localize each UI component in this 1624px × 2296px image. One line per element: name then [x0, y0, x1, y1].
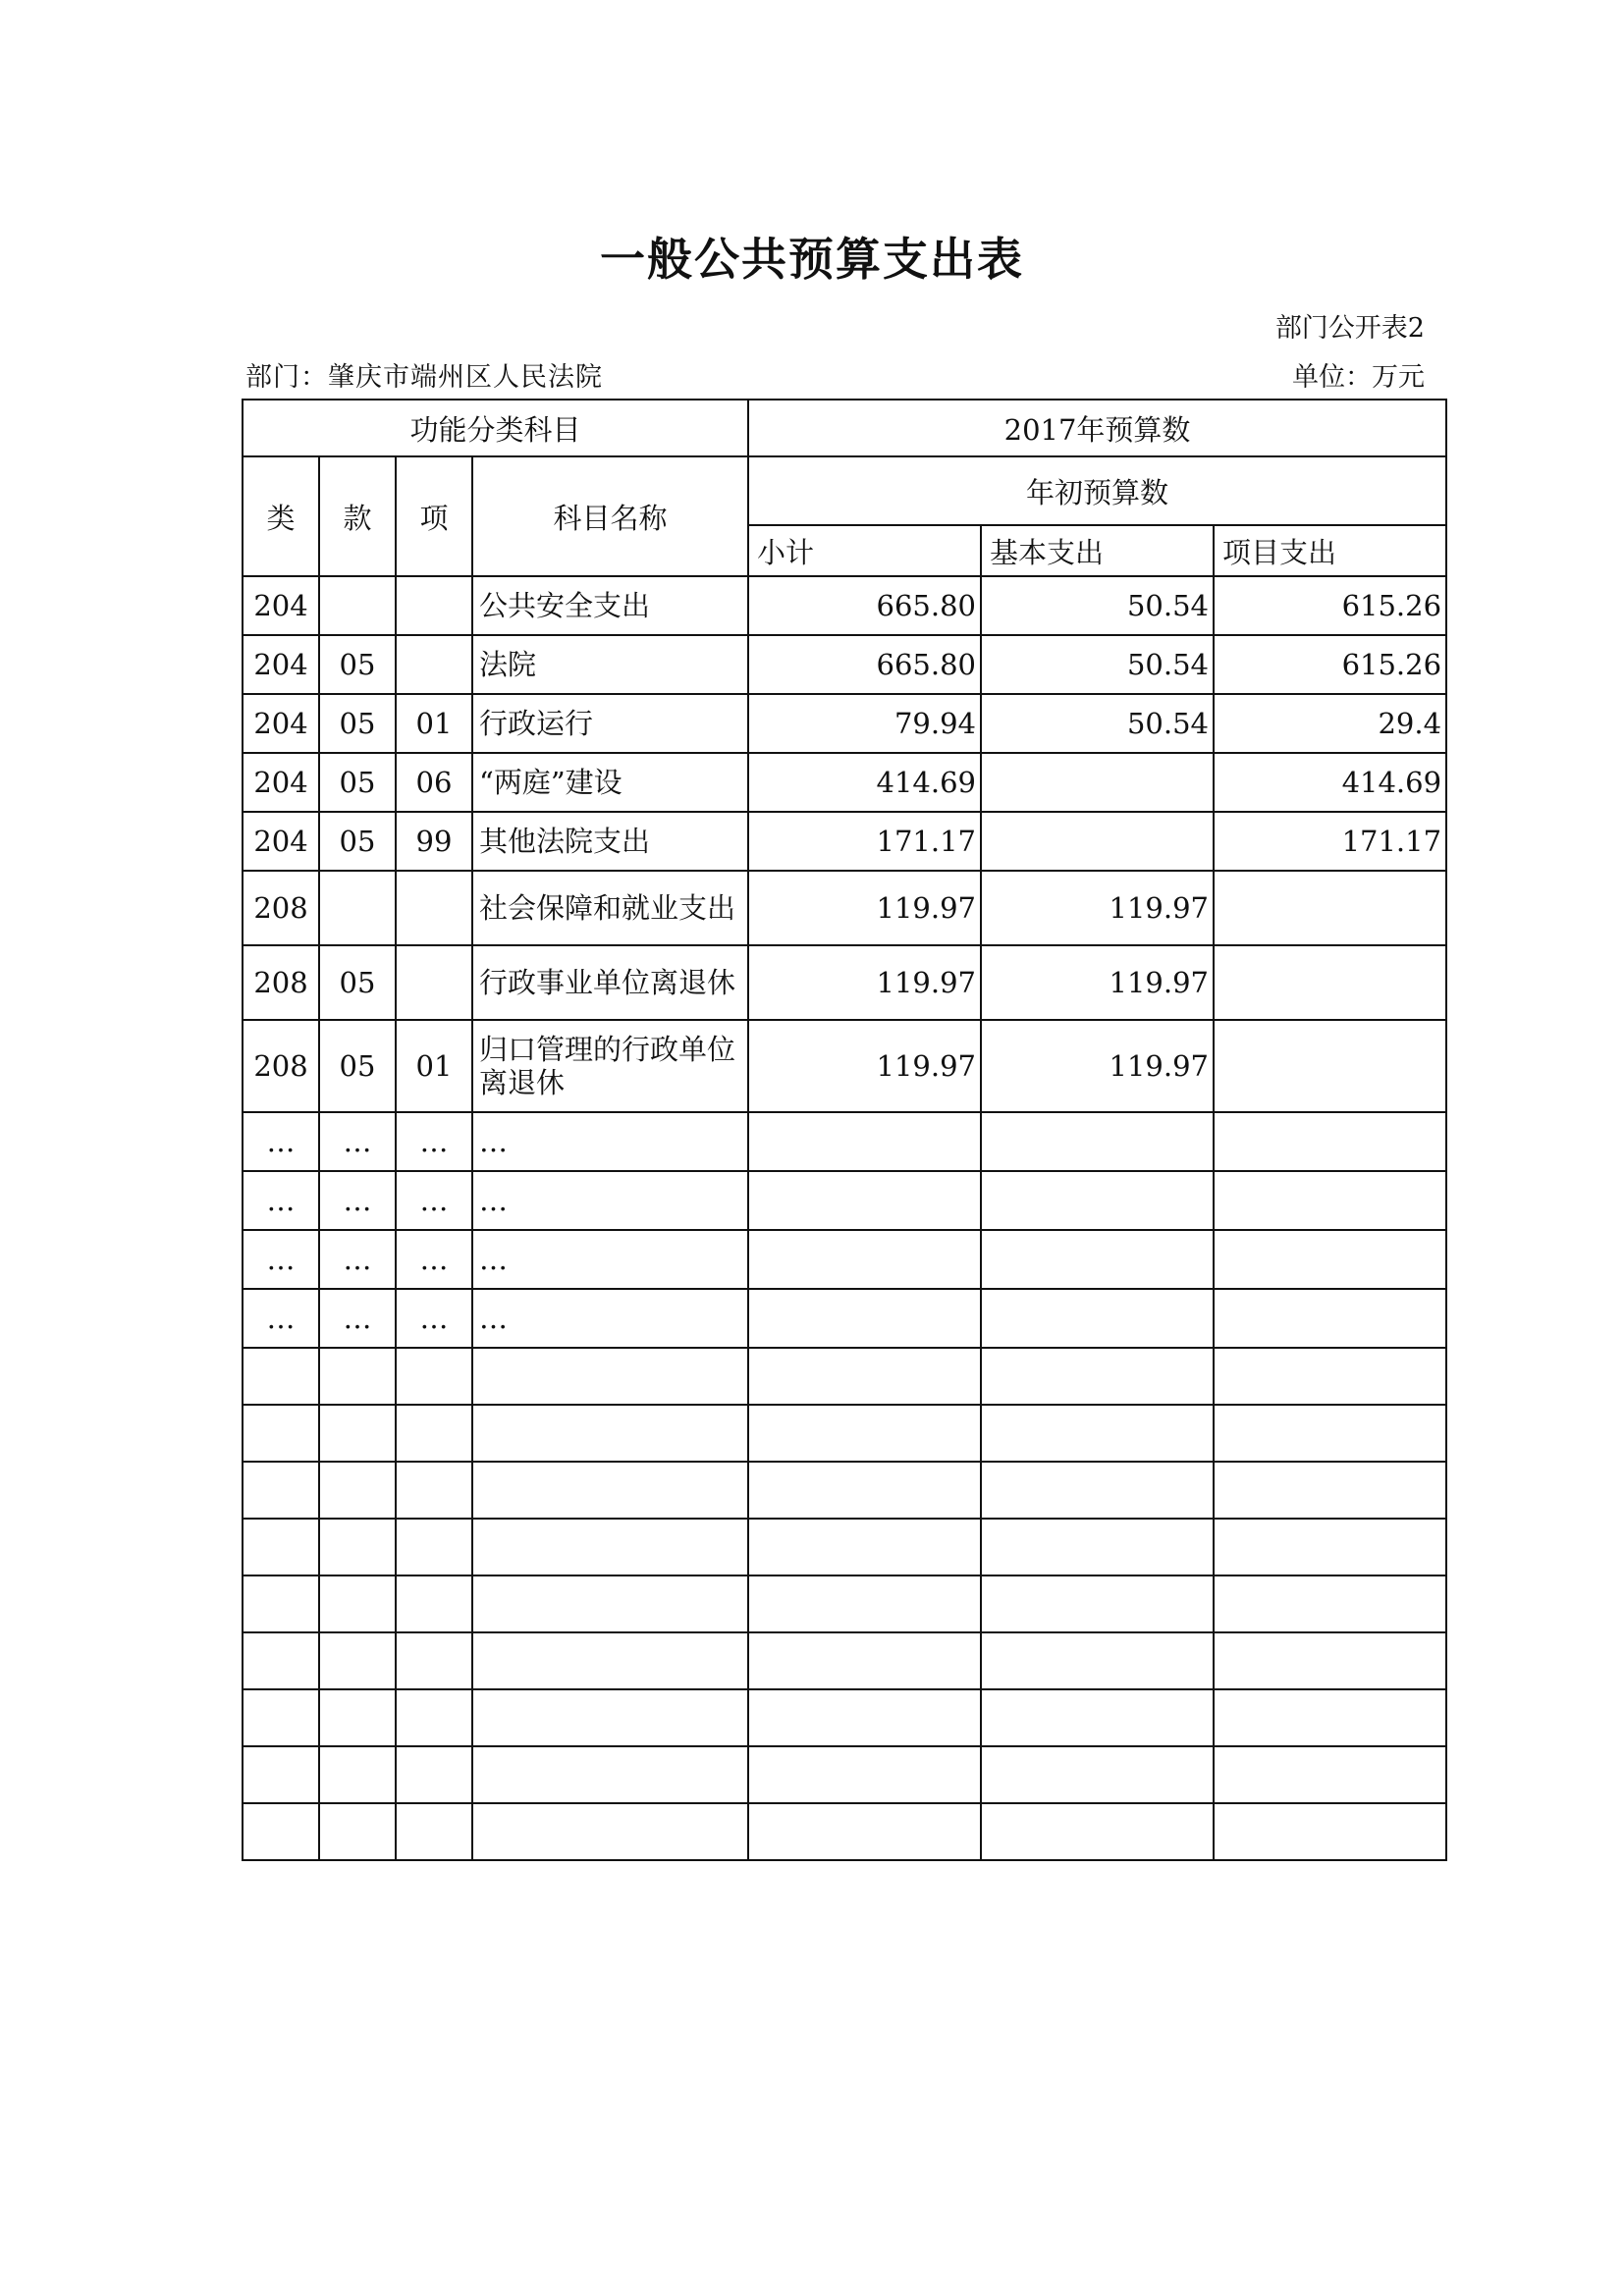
cell-xiang: 06: [396, 753, 472, 812]
cell-xiang: …: [396, 1230, 472, 1289]
table-body: [243, 576, 1446, 1860]
cell-lei: [243, 1803, 319, 1860]
cell-lei: [243, 1348, 319, 1405]
cell-lei: [243, 1519, 319, 1575]
unit-label: 单位：万元: [1292, 362, 1425, 393]
cell-xiang: …: [396, 1171, 472, 1230]
cell-lei: 204: [243, 635, 319, 694]
cell-subject-name: 法院: [472, 635, 748, 694]
cell-subject-name: [472, 1519, 748, 1575]
cell-project: [1214, 1112, 1446, 1171]
cell-subtotal: [748, 1289, 981, 1348]
cell-project: [1214, 871, 1446, 945]
cell-kuan: 05: [319, 753, 396, 812]
cell-project: 414.69: [1214, 753, 1446, 812]
cell-basic: [981, 1803, 1214, 1860]
table-row: [243, 1803, 1446, 1860]
cell-subject-name: “两庭”建设: [472, 753, 748, 812]
header-subtotal: 小计: [748, 525, 981, 576]
cell-subtotal: 171.17: [748, 812, 981, 871]
cell-basic: [981, 1405, 1214, 1462]
table-row: [243, 1575, 1446, 1632]
table-row: [243, 1519, 1446, 1575]
header-project-expenditure: 项目支出: [1214, 525, 1446, 576]
header-subject-name: 科目名称: [472, 456, 748, 576]
header-functional-classification: 功能分类科目: [243, 400, 748, 456]
cell-basic: [981, 812, 1214, 871]
cell-lei: [243, 1462, 319, 1519]
cell-xiang: [396, 1575, 472, 1632]
cell-subtotal: 119.97: [748, 1020, 981, 1112]
cell-xiang: [396, 1348, 472, 1405]
budget-table: [242, 399, 1447, 1861]
header-initial-budget: 年初预算数: [748, 456, 1446, 525]
table-row: [243, 1405, 1446, 1462]
header-row-2: [243, 456, 1446, 525]
table-row: [243, 1289, 1446, 1348]
cell-project: [1214, 1689, 1446, 1746]
cell-basic: 119.97: [981, 945, 1214, 1020]
cell-basic: 119.97: [981, 1020, 1214, 1112]
cell-kuan: [319, 1519, 396, 1575]
cell-subtotal: [748, 1803, 981, 1860]
cell-subject-name: 公共安全支出: [472, 576, 748, 635]
table-row: [243, 871, 1446, 945]
cell-xiang: [396, 1405, 472, 1462]
cell-xiang: [396, 945, 472, 1020]
table-row: [243, 1462, 1446, 1519]
cell-subject-name: [472, 1575, 748, 1632]
cell-xiang: [396, 871, 472, 945]
table-row: [243, 1746, 1446, 1803]
cell-kuan: …: [319, 1112, 396, 1171]
cell-subtotal: [748, 1575, 981, 1632]
cell-subtotal: [748, 1519, 981, 1575]
cell-subject-name: 其他法院支出: [472, 812, 748, 871]
table-row: [243, 945, 1446, 1020]
cell-basic: [981, 1519, 1214, 1575]
form-number: 部门公开表2: [1274, 313, 1425, 344]
cell-project: [1214, 1230, 1446, 1289]
cell-project: [1214, 945, 1446, 1020]
cell-subject-name: [472, 1632, 748, 1689]
cell-subtotal: [748, 1112, 981, 1171]
cell-kuan: [319, 1746, 396, 1803]
cell-project: [1214, 1289, 1446, 1348]
cell-basic: 50.54: [981, 694, 1214, 753]
cell-project: [1214, 1746, 1446, 1803]
cell-subject-name: …: [472, 1171, 748, 1230]
cell-xiang: [396, 1462, 472, 1519]
cell-basic: [981, 1575, 1214, 1632]
cell-kuan: 05: [319, 945, 396, 1020]
header-kuan: 款: [319, 456, 396, 576]
table-row: [243, 576, 1446, 635]
cell-basic: [981, 1112, 1214, 1171]
header-basic-expenditure: 基本支出: [981, 525, 1214, 576]
cell-lei: 204: [243, 812, 319, 871]
cell-subject-name: …: [472, 1230, 748, 1289]
cell-kuan: [319, 1348, 396, 1405]
table-row: [243, 635, 1446, 694]
cell-lei: [243, 1689, 319, 1746]
cell-kuan: 05: [319, 694, 396, 753]
cell-kuan: [319, 1689, 396, 1746]
cell-kuan: 05: [319, 635, 396, 694]
cell-project: [1214, 1171, 1446, 1230]
table-row: [243, 694, 1446, 753]
table-row: [243, 1230, 1446, 1289]
cell-subject-name: [472, 1348, 748, 1405]
cell-xiang: [396, 1803, 472, 1860]
cell-lei: 204: [243, 694, 319, 753]
cell-kuan: …: [319, 1171, 396, 1230]
header-row-1: [243, 400, 1446, 456]
cell-subtotal: [748, 1230, 981, 1289]
cell-lei: 208: [243, 871, 319, 945]
cell-subtotal: [748, 1689, 981, 1746]
cell-project: [1214, 1519, 1446, 1575]
cell-basic: [981, 1348, 1214, 1405]
cell-lei: [243, 1575, 319, 1632]
cell-lei: …: [243, 1289, 319, 1348]
cell-project: 615.26: [1214, 635, 1446, 694]
cell-basic: [981, 1289, 1214, 1348]
cell-subtotal: [748, 1746, 981, 1803]
cell-subtotal: 414.69: [748, 753, 981, 812]
cell-kuan: 05: [319, 1020, 396, 1112]
cell-xiang: 01: [396, 694, 472, 753]
cell-project: [1214, 1632, 1446, 1689]
cell-lei: [243, 1746, 319, 1803]
cell-project: [1214, 1803, 1446, 1860]
cell-project: [1214, 1575, 1446, 1632]
cell-subtotal: 119.97: [748, 945, 981, 1020]
cell-subtotal: 665.80: [748, 635, 981, 694]
cell-subtotal: [748, 1405, 981, 1462]
cell-kuan: [319, 576, 396, 635]
cell-subtotal: 79.94: [748, 694, 981, 753]
cell-subject-name: [472, 1689, 748, 1746]
cell-kuan: [319, 871, 396, 945]
cell-lei: [243, 1632, 319, 1689]
cell-subject-name: 归口管理的行政单位离退休: [472, 1020, 748, 1112]
cell-subtotal: 665.80: [748, 576, 981, 635]
cell-xiang: 01: [396, 1020, 472, 1112]
department-name: 肇庆市端州区人民法院: [328, 362, 603, 393]
cell-project: 171.17: [1214, 812, 1446, 871]
cell-subtotal: [748, 1171, 981, 1230]
cell-kuan: …: [319, 1289, 396, 1348]
cell-subject-name: …: [472, 1289, 748, 1348]
cell-lei: [243, 1405, 319, 1462]
cell-subject-name: 社会保障和就业支出: [472, 871, 748, 945]
cell-lei: 208: [243, 945, 319, 1020]
table-row: [243, 812, 1446, 871]
cell-basic: [981, 753, 1214, 812]
table-row: [243, 753, 1446, 812]
cell-lei: 204: [243, 753, 319, 812]
cell-basic: 50.54: [981, 576, 1214, 635]
cell-xiang: [396, 1689, 472, 1746]
cell-subject-name: [472, 1803, 748, 1860]
cell-lei: 204: [243, 576, 319, 635]
cell-xiang: …: [396, 1112, 472, 1171]
department-line: [245, 355, 603, 394]
cell-xiang: [396, 1632, 472, 1689]
cell-kuan: [319, 1575, 396, 1632]
cell-kuan: 05: [319, 812, 396, 871]
header-2017-budget: 2017年预算数: [748, 400, 1446, 456]
cell-xiang: [396, 576, 472, 635]
cell-subject-name: 行政事业单位离退休: [472, 945, 748, 1020]
cell-project: 615.26: [1214, 576, 1446, 635]
cell-project: [1214, 1020, 1446, 1112]
cell-subject-name: 行政运行: [472, 694, 748, 753]
cell-xiang: [396, 635, 472, 694]
header-xiang: 项: [396, 456, 472, 576]
table-row: [243, 1632, 1446, 1689]
department-label: 部门：: [245, 362, 328, 393]
cell-kuan: [319, 1632, 396, 1689]
cell-subtotal: [748, 1348, 981, 1405]
cell-basic: [981, 1689, 1214, 1746]
header-lei: 类: [243, 456, 319, 576]
cell-subtotal: [748, 1632, 981, 1689]
table-row: [243, 1112, 1446, 1171]
cell-kuan: …: [319, 1230, 396, 1289]
cell-project: [1214, 1348, 1446, 1405]
table-row: [243, 1348, 1446, 1405]
cell-basic: 50.54: [981, 635, 1214, 694]
cell-basic: [981, 1462, 1214, 1519]
cell-kuan: [319, 1462, 396, 1519]
cell-kuan: [319, 1803, 396, 1860]
cell-lei: …: [243, 1112, 319, 1171]
cell-lei: …: [243, 1230, 319, 1289]
cell-project: [1214, 1405, 1446, 1462]
cell-subtotal: 119.97: [748, 871, 981, 945]
cell-subject-name: [472, 1746, 748, 1803]
cell-basic: [981, 1230, 1214, 1289]
cell-basic: 119.97: [981, 871, 1214, 945]
cell-xiang: [396, 1519, 472, 1575]
cell-subject-name: [472, 1462, 748, 1519]
table-row: [243, 1689, 1446, 1746]
cell-basic: [981, 1171, 1214, 1230]
cell-project: [1214, 1462, 1446, 1519]
cell-subject-name: [472, 1405, 748, 1462]
cell-xiang: …: [396, 1289, 472, 1348]
cell-xiang: 99: [396, 812, 472, 871]
table-row: [243, 1020, 1446, 1112]
table-row: [243, 1171, 1446, 1230]
cell-basic: [981, 1632, 1214, 1689]
cell-lei: …: [243, 1171, 319, 1230]
cell-lei: 208: [243, 1020, 319, 1112]
cell-project: 29.4: [1214, 694, 1446, 753]
cell-basic: [981, 1746, 1214, 1803]
cell-subtotal: [748, 1462, 981, 1519]
cell-xiang: [396, 1746, 472, 1803]
cell-subject-name: …: [472, 1112, 748, 1171]
cell-kuan: [319, 1405, 396, 1462]
page-title: 一般公共预算支出表: [600, 233, 1024, 286]
